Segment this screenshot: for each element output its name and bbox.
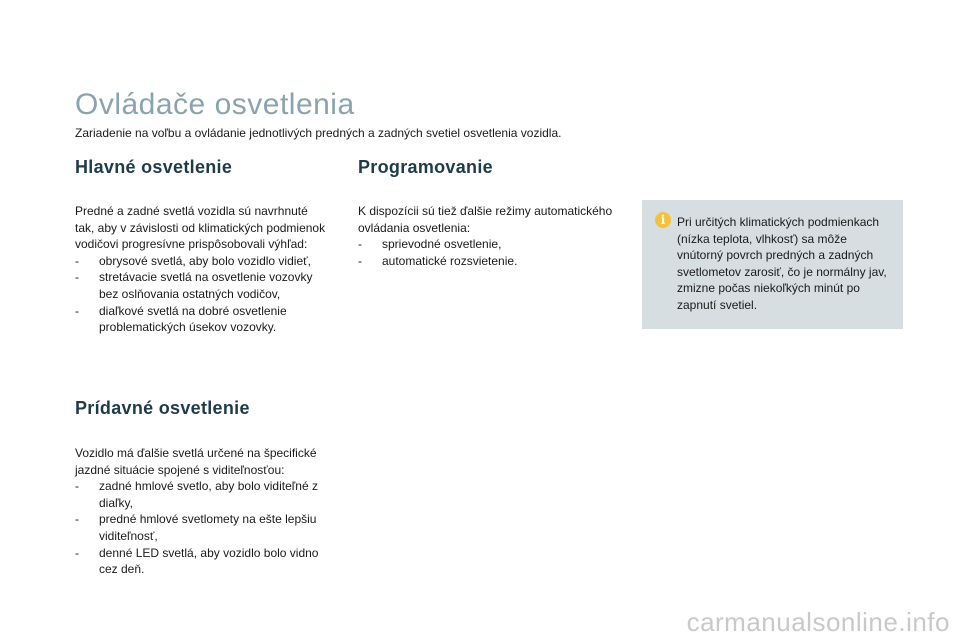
list-item-text: automatické rozsvietenie. [382, 253, 518, 268]
info-icon: i [655, 212, 671, 228]
list-dash: - [75, 545, 79, 560]
list-dash: - [75, 303, 79, 318]
additional-lighting-list [75, 478, 330, 578]
list-dash: - [75, 253, 79, 268]
list-item-text: stretávacie svetlá na osvetlenie vozovky bez oslňovania ostatných vodičov, [99, 270, 313, 301]
watermark: carmanualsonline.info [686, 607, 950, 637]
list-item-text: sprievodné osvetlenie, [382, 237, 502, 252]
additional-lighting-heading: Prídavné osvetlenie [75, 398, 250, 418]
list-item [75, 269, 330, 302]
list-item [75, 511, 330, 544]
list-dash: - [75, 512, 79, 527]
programming-intro: K dispozícii sú tiež ďalšie režimy automatického ovládania osvetlenia: [358, 204, 613, 235]
main-lighting-section [75, 203, 330, 336]
list-item-text: zadné hmlové svetlo, aby bolo viditeľné z diaľky, [99, 479, 318, 510]
info-note-box [642, 200, 903, 329]
programming-heading: Programovanie [358, 157, 493, 177]
page-subtitle: Zariadenie na voľbu a ovládanie jednotlivých predných a zadných svetiel osvetlenia vozidla. [75, 126, 562, 140]
list-item [75, 303, 330, 336]
list-item [75, 253, 330, 270]
list-item-text: denné LED svetlá, aby vozidlo bolo vidno cez deň. [99, 545, 319, 577]
list-dash: - [75, 270, 79, 285]
main-lighting-intro: Predné a zadné svetlá vozidla sú navrhnuté tak, aby v závislosti od klimatických podmienok vodičovi progresívne prispôsobovali výhľad: [75, 204, 326, 252]
list-dash: - [358, 253, 362, 268]
list-dash: - [358, 237, 362, 252]
page-title: Ovládače osvetlenia [75, 88, 355, 121]
additional-lighting-intro: Vozidlo má ďalšie svetlá určené na špecifické jazdné situácie spojené s viditeľnosťou: [75, 446, 317, 477]
list-item-text: obrysové svetlá, aby bolo vozidlo vidieť, [99, 253, 311, 268]
list-item-text: predné hmlové svetlomety na ešte lepšiu viditeľnosť, [99, 512, 317, 543]
list-item-text: diaľkové svetlá na dobré osvetlenie problematických úsekov vozovky. [99, 303, 287, 335]
list-dash: - [75, 479, 79, 494]
additional-lighting-section [75, 445, 330, 578]
list-item [358, 236, 624, 253]
info-note-text: Pri určitých klimatických podmienkach (nízka teplota, vlhkosť) sa môže vnútorný povrch predných a zadných svetlometov zarosiť, čo je normálny jav, zmizne počas niekoľkých minút po zapnutí svetiel. [677, 215, 887, 312]
list-item [75, 545, 330, 578]
programming-section [358, 203, 624, 269]
main-lighting-list [75, 253, 330, 336]
main-lighting-heading: Hlavné osvetlenie [75, 157, 233, 177]
programming-list [358, 236, 624, 269]
list-item [75, 478, 330, 511]
list-item [358, 253, 624, 270]
